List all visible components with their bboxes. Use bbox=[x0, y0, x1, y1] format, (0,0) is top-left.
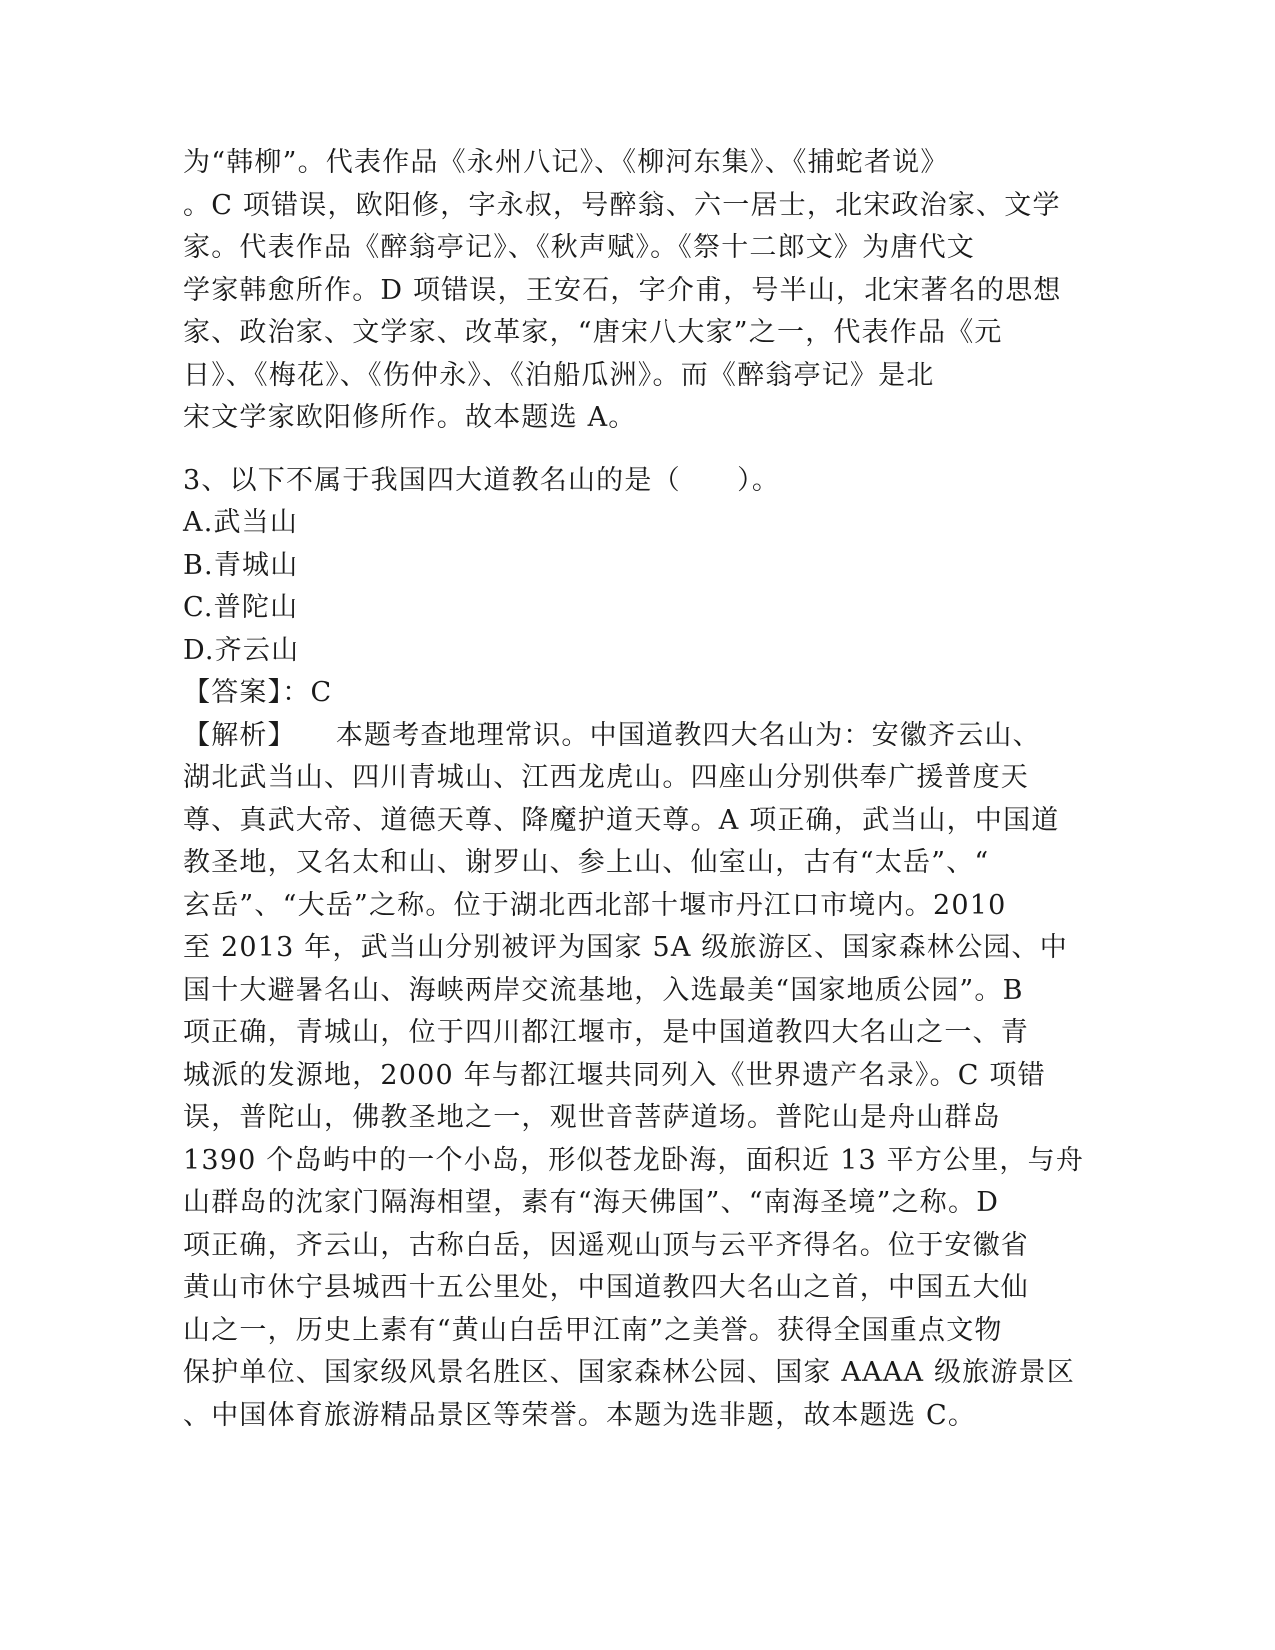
analysis-line: 山群岛的沈家门隔海相望，素有“海天佛国”、“南海圣境”之称。D bbox=[183, 1187, 1000, 1218]
previous-explanation bbox=[183, 142, 1083, 440]
analysis-line: 项正确，青城山，位于四川都江堰市，是中国道教四大名山之一、青 bbox=[183, 1017, 1029, 1048]
document-page bbox=[183, 142, 1083, 1437]
text-line: 。C 项错误，欧阳修，字永叔，号醉翁、六一居士，北宋政治家、文学 bbox=[183, 189, 1061, 221]
analysis-line: 、中国体育旅游精品景区等荣誉。本题为选非题，故本题选 C。 bbox=[183, 1399, 977, 1431]
paragraph-gap bbox=[183, 440, 1083, 460]
analysis-line: 山之一，历史上素有“黄山白岳甲江南”之美誉。获得全国重点文物 bbox=[183, 1314, 1003, 1346]
question-block bbox=[183, 460, 1083, 1438]
analysis-line: 尊、真武大帝、道德天尊、降魔护道天尊。A 项正确，武当山，中国道 bbox=[183, 804, 1060, 836]
analysis-line: 至 2013 年，武当山分别被评为国家 5A 级旅游区、国家森林公园、中 bbox=[183, 932, 1068, 963]
option-b: B.青城山 bbox=[183, 549, 299, 581]
analysis-line: 湖北武当山、四川青城山、江西龙虎山。四座山分别供奉广援普度天 bbox=[183, 762, 1029, 793]
text-line: 宋文学家欧阳修所作。故本题选 A。 bbox=[183, 402, 637, 433]
option-d: D.齐云山 bbox=[183, 634, 300, 666]
analysis-line: 黄山市休宁县城西十五公里处，中国道教四大名山之首，中国五大仙 bbox=[183, 1272, 1029, 1303]
analysis-line: 1390 个岛屿中的一个小岛，形似苍龙卧海，面积近 13 平方公里，与舟 bbox=[183, 1144, 1085, 1176]
option-a: A.武当山 bbox=[183, 507, 299, 538]
text-line: 家。代表作品《醉翁亭记》、《秋声赋》。《祭十二郎文》为唐代文 bbox=[183, 232, 975, 263]
analysis-line: 项正确，齐云山，古称白岳，因遥观山顶与云平齐得名。位于安徽省 bbox=[183, 1229, 1029, 1261]
analysis-first-line bbox=[183, 715, 1083, 758]
text-line: 学家韩愈所作。D 项错误，王安石，字介甫，号半山，北宋著名的思想 bbox=[183, 274, 1062, 306]
answer-value: C bbox=[310, 677, 333, 708]
answer-line bbox=[183, 672, 1083, 715]
analysis-text: 本题考查地理常识。中国道教四大名山为：安徽齐云山、 bbox=[335, 719, 1041, 751]
analysis-line: 国十大避暑名山、海峡两岸交流基地，入选最美“国家地质公园”。B bbox=[183, 974, 1024, 1006]
answer-label: 【答案】： bbox=[183, 677, 311, 708]
analysis-label: 【解析】 bbox=[183, 719, 296, 751]
option-c: C.普陀山 bbox=[183, 592, 299, 623]
text-line: 为“韩柳”。代表作品《永州八记》、《柳河东集》、《捕蛇者说》 bbox=[183, 147, 949, 178]
analysis-line: 保护单位、国家级风景名胜区、国家森林公园、国家 AAAA 级旅游景区 bbox=[183, 1357, 1075, 1388]
text-line: 家、政治家、文学家、改革家，“唐宋八大家”之一，代表作品《元 bbox=[183, 317, 1003, 348]
analysis-line: 教圣地，又名太和山、谢罗山、参上山、仙室山，古有“太岳”、“ bbox=[183, 847, 990, 878]
analysis-line: 城派的发源地，2000 年与都江堰共同列入《世界遗产名录》。C 项错 bbox=[183, 1059, 1046, 1091]
text-line: 日》、《梅花》、《伤仲永》、《泊船瓜洲》。而《醉翁亭记》是北 bbox=[183, 359, 935, 391]
analysis-line: 误，普陀山，佛教圣地之一，观世音菩萨道场。普陀山是舟山群岛 bbox=[183, 1102, 1001, 1133]
analysis-line: 玄岳”、“大岳”之称。位于湖北西北部十堰市丹江口市境内。2010 bbox=[183, 889, 1007, 921]
question-stem: 3、以下不属于我国四大道教名山的是（ ）。 bbox=[183, 464, 781, 496]
